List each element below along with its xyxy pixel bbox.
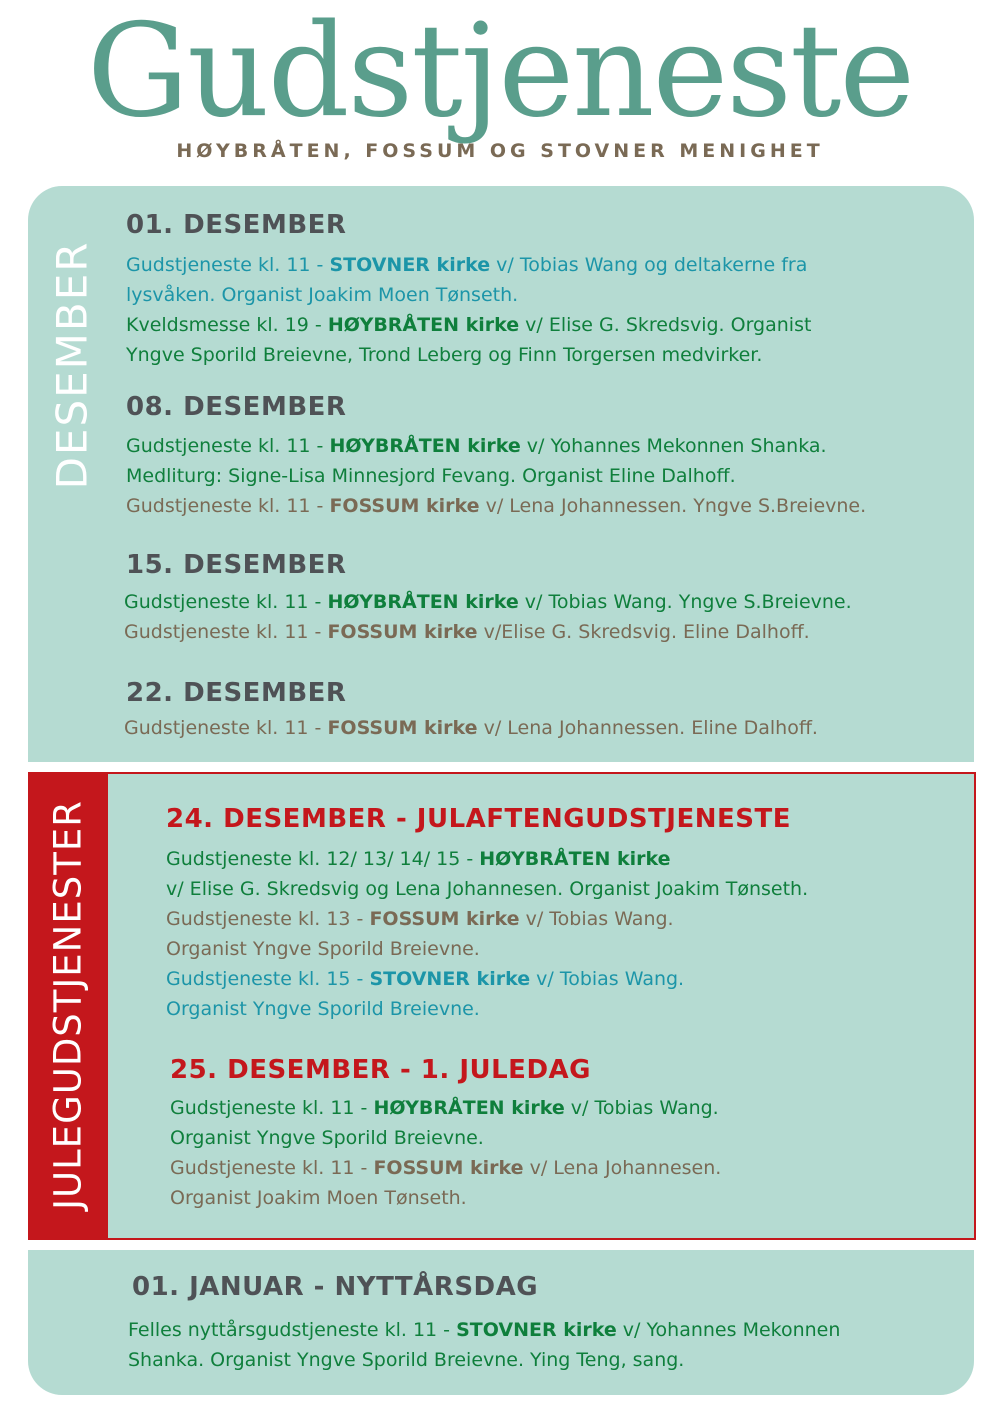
church-name: STOVNER kirke: [369, 968, 531, 990]
service-time: Gudstjeneste kl. 11 -: [170, 1157, 374, 1179]
date-heading-dec15: 15. DESEMBER: [126, 550, 347, 580]
service-details: v/ Yohannes Mekonnen: [616, 1319, 841, 1341]
service-line: [128, 1315, 840, 1345]
service-line: [166, 844, 671, 874]
service-line: [166, 904, 674, 934]
service-line: [124, 587, 852, 617]
church-name: HØYBRÅTEN kirke: [373, 1097, 565, 1119]
service-time: Gudstjeneste kl. 11 -: [124, 621, 328, 643]
service-details: v/ Lena Johannesen.: [523, 1157, 722, 1179]
service-details: v/Elise G. Skredsvig. Eline Dalhoff.: [477, 621, 810, 643]
date-heading-dec08: 08. DESEMBER: [126, 392, 347, 422]
service-time: Gudstjeneste kl. 12/ 13/ 14/ 15 -: [166, 848, 480, 870]
service-line: [126, 431, 827, 461]
church-name: FOSSUM kirke: [329, 495, 480, 517]
service-line: Yngve Sporild Breievne, Trond Leberg og Finn Torgersen medvirker.: [126, 344, 763, 366]
julegudstjenester-vertical-label: JULEGUDSTJENESTER: [46, 800, 90, 1210]
church-name: HØYBRÅTEN kirke: [327, 591, 519, 613]
church-name: HØYBRÅTEN kirke: [329, 435, 521, 457]
service-line: [126, 491, 866, 521]
service-line: Shanka. Organist Yngve Sporild Breievne. Ying Teng, sang.: [128, 1349, 685, 1371]
church-name: FOSSUM kirke: [327, 621, 478, 643]
service-time: Gudstjeneste kl. 11 -: [124, 591, 328, 613]
church-name: STOVNER kirke: [329, 254, 491, 276]
service-line: [124, 713, 818, 743]
service-line: lysvåken. Organist Joakim Moen Tønseth.: [126, 284, 519, 306]
service-details: v/ Tobias Wang. Yngve S.Breievne.: [518, 591, 852, 613]
service-details: v/ Lena Johannessen. Yngve S.Breievne.: [479, 495, 867, 517]
service-line: [170, 1093, 719, 1123]
service-details: v/ Elise G. Skredsvig. Organist: [519, 314, 812, 336]
date-heading-jan01: 01. JANUAR - NYTTÅRSDAG: [132, 1272, 539, 1302]
church-name: HØYBRÅTEN kirke: [479, 848, 671, 870]
page-subtitle: HØYBRÅTEN, FOSSUM OG STOVNER MENIGHET: [176, 140, 824, 162]
church-name: FOSSUM kirke: [373, 1157, 524, 1179]
service-line: Medliturg: Signe-Lisa Minnesjord Fevang. Organist Eline Dalhoff.: [126, 465, 736, 487]
service-time: Gudstjeneste kl. 11 -: [170, 1097, 374, 1119]
service-line: Organist Yngve Sporild Breievne.: [166, 998, 480, 1020]
service-line: [124, 617, 810, 647]
date-heading-dec01: 01. DESEMBER: [126, 210, 347, 240]
church-name: STOVNER kirke: [456, 1319, 617, 1341]
date-heading-dec24: 24. DESEMBER - JULAFTENGUDSTJENESTE: [166, 804, 791, 834]
service-details: v/ Tobias Wang.: [564, 1097, 719, 1119]
date-heading-dec25: 25. DESEMBER - 1. JULEDAG: [170, 1055, 591, 1085]
date-heading-dec22: 22. DESEMBER: [126, 678, 347, 708]
service-time: Felles nyttårsgudstjeneste kl. 11 -: [128, 1319, 457, 1341]
service-time: Gudstjeneste kl. 11 -: [126, 254, 330, 276]
service-line: [126, 310, 811, 340]
service-time: Gudstjeneste kl. 11 -: [124, 717, 328, 739]
service-details: v/ Tobias Wang.: [519, 908, 674, 930]
service-line: [126, 250, 807, 280]
service-time: Kveldsmesse kl. 19 -: [126, 314, 328, 336]
service-time: Gudstjeneste kl. 13 -: [166, 908, 370, 930]
service-line: [166, 964, 684, 994]
service-details: v/ Tobias Wang og deltakerne fra: [490, 254, 808, 276]
church-name: FOSSUM kirke: [327, 717, 478, 739]
service-line: v/ Elise G. Skredsvig og Lena Johannesen. Organist Joakim Tønseth.: [166, 878, 809, 900]
service-line: Organist Joakim Moen Tønseth.: [170, 1187, 467, 1209]
service-line: Organist Yngve Sporild Breievne.: [166, 938, 480, 960]
service-time: Gudstjeneste kl. 11 -: [126, 495, 330, 517]
desember-vertical-label: DESEMBER: [47, 240, 97, 490]
service-details: v/ Lena Johannessen. Eline Dalhoff.: [477, 717, 818, 739]
service-time: Gudstjeneste kl. 11 -: [126, 435, 330, 457]
service-line: Organist Yngve Sporild Breievne.: [170, 1127, 484, 1149]
page-title: Gudstjeneste: [86, 0, 914, 146]
service-line: [170, 1153, 721, 1183]
service-details: v/ Yohannes Mekonnen Shanka.: [520, 435, 827, 457]
church-name: HØYBRÅTEN kirke: [327, 314, 520, 336]
service-details: v/ Tobias Wang.: [530, 968, 685, 990]
church-name: FOSSUM kirke: [369, 908, 520, 930]
service-time: Gudstjeneste kl. 15 -: [166, 968, 370, 990]
